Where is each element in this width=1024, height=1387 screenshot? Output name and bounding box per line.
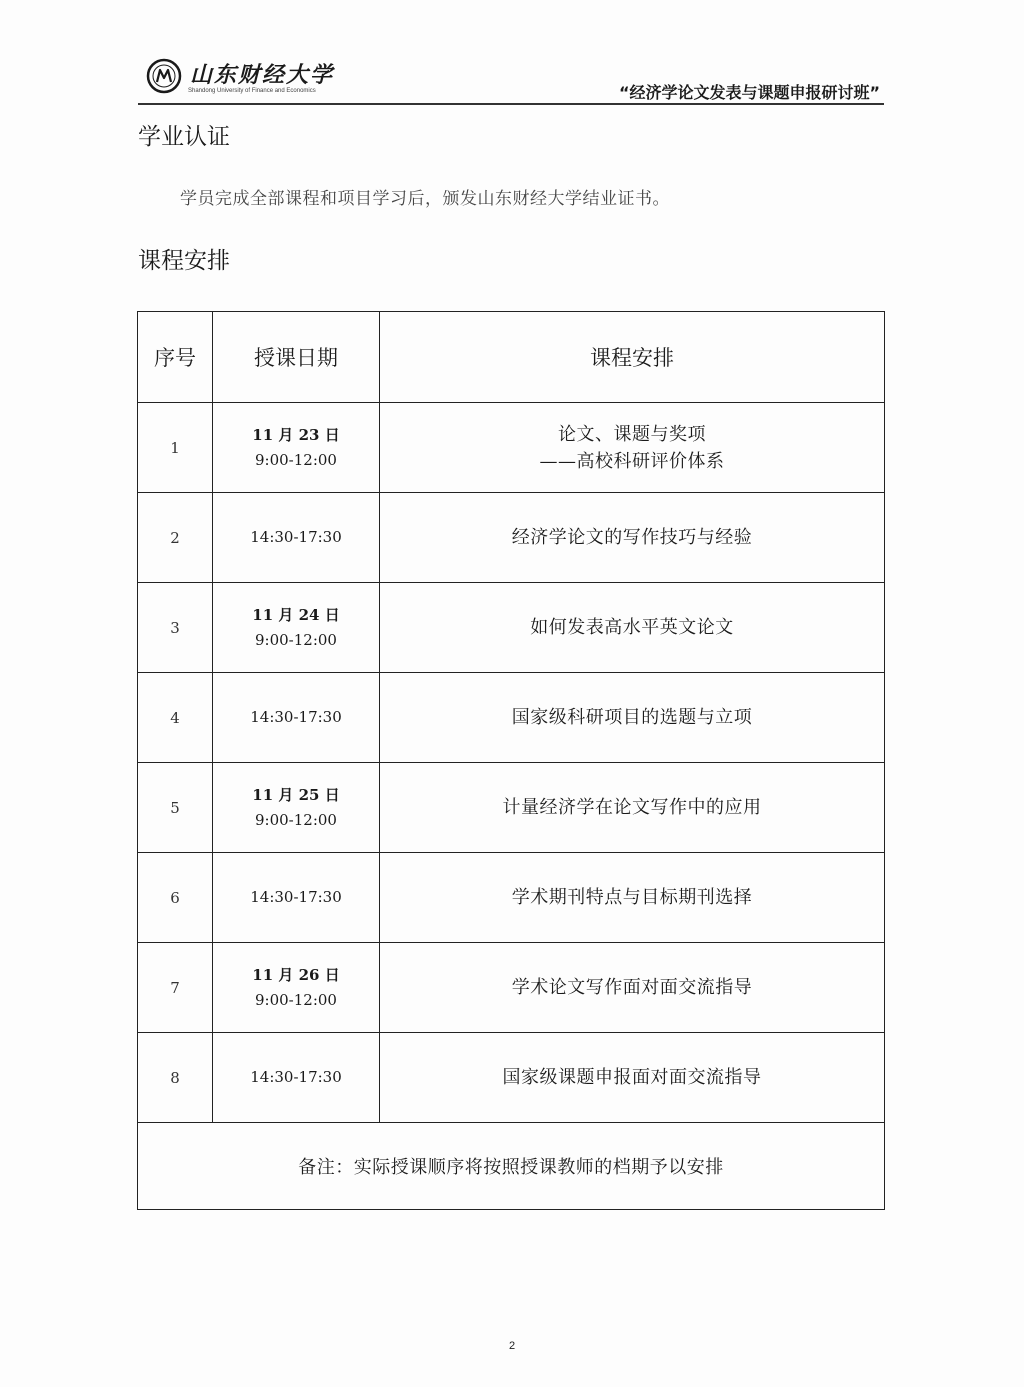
- table-row: [138, 673, 885, 763]
- row-date: [213, 583, 380, 673]
- table-row: [138, 403, 885, 493]
- row-date-time: 9:00-12:00: [255, 450, 337, 469]
- row-date-time: 9:00-12:00: [255, 990, 337, 1009]
- row-course: [380, 943, 885, 1033]
- table-row: [138, 943, 885, 1033]
- row-date-time: 14:30-17:30: [250, 528, 342, 546]
- table-header-row: [138, 312, 885, 403]
- schedule-heading: 课程安排: [138, 248, 230, 274]
- row-course: [380, 853, 885, 943]
- row-date: [213, 853, 380, 943]
- logo-chinese-name: 山东财经大学: [190, 62, 335, 88]
- header-divider: [138, 103, 884, 105]
- table-row: [138, 853, 885, 943]
- row-course-line: 论文、课题与奖项: [558, 423, 706, 445]
- row-date-time: 9:00-12:00: [255, 810, 337, 829]
- university-seal-icon: [146, 58, 182, 94]
- row-date-time: 14:30-17:30: [250, 888, 342, 906]
- row-date-time: 9:00-12:00: [255, 630, 337, 649]
- row-date-day: 11 月 25 日: [252, 785, 340, 804]
- header-course: 课程安排: [380, 312, 885, 403]
- row-course-line: 如何发表高水平英文论文: [530, 617, 734, 638]
- row-number: 8: [138, 1033, 213, 1123]
- row-number: 3: [138, 583, 213, 673]
- row-date: [213, 943, 380, 1033]
- row-date-time: 14:30-17:30: [250, 1068, 342, 1086]
- page-number: 2: [508, 1340, 516, 1352]
- row-course: [380, 583, 885, 673]
- row-number: 4: [138, 673, 213, 763]
- schedule-note: 备注：实际授课顺序将按照授课教师的档期予以安排: [138, 1123, 885, 1210]
- table-row: [138, 583, 885, 673]
- row-number: 6: [138, 853, 213, 943]
- row-date: [213, 493, 380, 583]
- table-row: [138, 763, 885, 853]
- row-date: [213, 763, 380, 853]
- row-course: [380, 763, 885, 853]
- certification-text: 学员完成全部课程和项目学习后，颁发山东财经大学结业证书。: [180, 189, 670, 209]
- row-date: [213, 403, 380, 493]
- row-course-line: 国家级科研项目的选题与立项: [511, 707, 753, 728]
- table-row: [138, 493, 885, 583]
- header-number: 序号: [138, 312, 213, 403]
- page-header: [138, 52, 884, 104]
- row-course-line: 经济学论文的写作技巧与经验: [511, 527, 753, 548]
- row-course-line: 学术期刊特点与目标期刊选择: [511, 887, 753, 908]
- row-date-day: 11 月 24 日: [252, 605, 340, 624]
- row-course-line: ——高校科研评价体系: [539, 450, 725, 472]
- row-course: [380, 403, 885, 493]
- row-number: 1: [138, 403, 213, 493]
- program-title: “经济学论文发表与课题申报研讨班”: [618, 83, 880, 102]
- row-course: [380, 493, 885, 583]
- row-number: 5: [138, 763, 213, 853]
- row-course: [380, 1033, 885, 1123]
- row-course-line: 学术论文写作面对面交流指导: [511, 977, 753, 998]
- logo-english-name: Shandong University of Finance and Economics: [188, 88, 316, 94]
- schedule-rows: [138, 403, 885, 1210]
- row-date-day: 11 月 26 日: [252, 965, 340, 984]
- row-date-day: 11 月 23 日: [252, 425, 340, 444]
- row-course: [380, 673, 885, 763]
- row-number: 2: [138, 493, 213, 583]
- table-note-row: [138, 1123, 885, 1210]
- row-course-line: 国家级课题申报面对面交流指导: [502, 1067, 762, 1088]
- row-date: [213, 673, 380, 763]
- row-date-time: 14:30-17:30: [250, 708, 342, 726]
- row-number: 7: [138, 943, 213, 1033]
- table-row: [138, 1033, 885, 1123]
- university-logo: [138, 52, 378, 100]
- certification-heading: 学业认证: [138, 124, 230, 150]
- row-date: [213, 1033, 380, 1123]
- schedule-table: [137, 311, 885, 1210]
- row-course-line: 计量经济学在论文写作中的应用: [502, 797, 762, 818]
- header-date: 授课日期: [213, 312, 380, 403]
